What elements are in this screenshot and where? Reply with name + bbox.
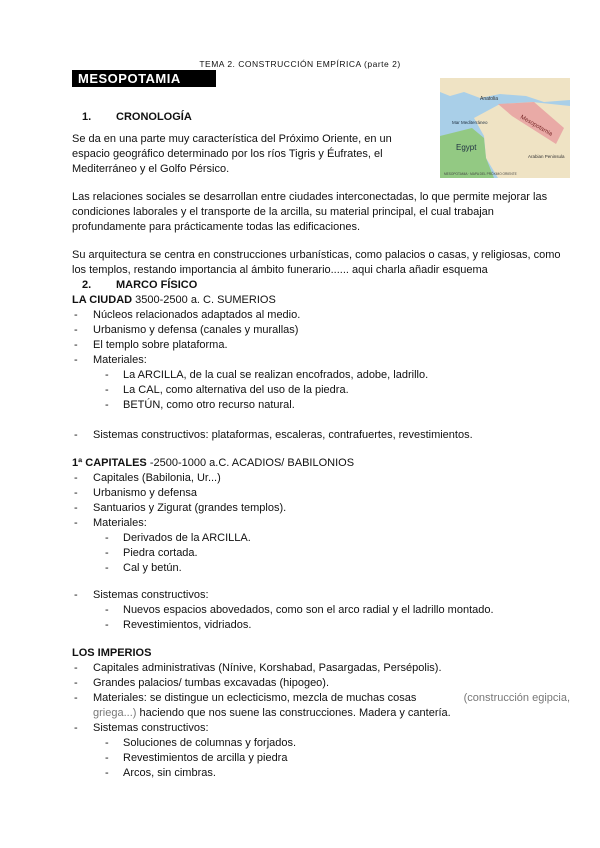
sub-list-item: Derivados de la ARCILLA. <box>123 532 251 544</box>
bullet-dash: - <box>105 369 109 381</box>
section-banner: MESOPOTAMIA <box>72 70 216 87</box>
bullet-dash: - <box>74 677 78 689</box>
subsection-ciudad-heading: LA CIUDAD 3500-2500 a. C. SUMERIOS <box>72 294 276 306</box>
list-item: Materiales: <box>93 354 147 366</box>
paragraph-line: Su arquitectura se centra en construcciones urbanísticas, como palacios o casas, y religiosas, como <box>72 249 561 261</box>
sub-list-item: Piedra cortada. <box>123 547 198 559</box>
materiales-text: Materiales: se distingue un eclecticismo, mezcla de muchas cosas <box>93 692 417 704</box>
section-2-heading: 2. MARCO FÍSICO <box>82 279 198 291</box>
bullet-dash: - <box>74 487 78 499</box>
sub-list-item: La ARCILLA, de la cual se realizan encofrados, adobe, ladrillo. <box>123 369 429 381</box>
list-item: El templo sobre plataforma. <box>93 339 228 351</box>
bullet-dash: - <box>105 532 109 544</box>
list-item: Urbanismo y defensa (canales y murallas) <box>93 324 299 336</box>
bullet-dash: - <box>105 604 109 616</box>
paragraph-line: espacio geográfico determinado por los ríos Tigris y Éufrates, el <box>72 148 383 160</box>
list-item: Urbanismo y defensa <box>93 487 197 499</box>
bullet-dash: - <box>74 339 78 351</box>
bullet-dash: - <box>74 429 78 441</box>
paragraph-line: Mediterráneo y el Golfo Pérsico. <box>72 163 230 175</box>
bullet-dash: - <box>105 752 109 764</box>
map-caption: MESOPOTAMIA · MAPA DEL PRÓXIMO ORIENTE <box>444 172 517 176</box>
bullet-dash: - <box>74 472 78 484</box>
subsection-imperios-heading: LOS IMPERIOS <box>72 647 152 659</box>
list-item: Grandes palacios/ tumbas excavadas (hipogeo). <box>93 677 330 689</box>
bullet-dash: - <box>105 562 109 574</box>
bullet-dash: - <box>105 767 109 779</box>
bullet-dash: - <box>74 662 78 674</box>
list-item: Santuarios y Zigurat (grandes templos). <box>93 502 287 514</box>
materiales-aside: (construcción egipcia, <box>463 692 570 704</box>
sub-list-item: BETÚN, como otro recurso natural. <box>123 399 295 411</box>
sub-list-item: La CAL, como alternativa del uso de la piedra. <box>123 384 349 396</box>
sub-list-item: Arcos, sin cimbras. <box>123 767 216 779</box>
list-item-continuation: griega...) haciendo que nos suene las construcciones. Madera y cantería. <box>93 707 451 719</box>
list-item: Capitales (Babilonia, Ur...) <box>93 472 221 484</box>
list-item: Sistemas constructivos: plataformas, escaleras, contrafuertes, revestimientos. <box>93 429 473 441</box>
paragraph-line: Las relaciones sociales se desarrollan entre ciudades interconectadas, lo que permite mejorar las <box>72 191 548 203</box>
bullet-dash: - <box>105 619 109 631</box>
list-item: Sistemas constructivos: <box>93 589 209 601</box>
list-item: Sistemas constructivos: <box>93 722 209 734</box>
list-item: Núcleos relacionados adaptados al medio. <box>93 309 301 321</box>
map-label-anatolia: Anatolia <box>480 96 499 102</box>
sub-list-item: Revestimientos de arcilla y piedra <box>123 752 288 764</box>
bullet-dash: - <box>74 502 78 514</box>
paragraph-line: condiciones laborales y el transporte de la arcilla, su material principal, el cual trabajan <box>72 206 494 218</box>
bullet-dash: - <box>74 589 78 601</box>
map-label-mesopotamia: Mesopotamia <box>519 114 554 138</box>
bullet-dash: - <box>105 737 109 749</box>
bullet-dash: - <box>105 547 109 559</box>
list-item-materiales <box>93 691 570 706</box>
bullet-dash: - <box>105 399 109 411</box>
sub-list-item: Nuevos espacios abovedados, como son el arco radial y el ladrillo montado. <box>123 604 494 616</box>
sub-list-item: Revestimientos, vidriados. <box>123 619 252 631</box>
map-label-egypt: Egypt <box>456 143 477 152</box>
list-item: Capitales administrativas (Nínive, Korshabad, Pasargadas, Persépolis). <box>93 662 442 674</box>
bullet-dash: - <box>74 722 78 734</box>
list-item: Materiales: <box>93 517 147 529</box>
map-label-arabia: Arabian Peninsula <box>528 154 565 159</box>
map-label-sea: Mar Mediterráneo <box>452 120 488 125</box>
paragraph-line: profundamente para prácticamente todas las edificaciones. <box>72 221 361 233</box>
bullet-dash: - <box>74 324 78 336</box>
bullet-dash: - <box>74 354 78 366</box>
map-image <box>440 78 570 178</box>
bullet-dash: - <box>105 384 109 396</box>
paragraph-line: Se da en una parte muy característica del Próximo Oriente, en un <box>72 133 392 145</box>
bullet-dash: - <box>74 309 78 321</box>
document-header: TEMA 2. CONSTRUCCIÓN EMPÍRICA (parte 2) <box>199 59 401 69</box>
paragraph-line: los templos, restando importancia al ámbito funerario...... aqui charla añadir esquema <box>72 264 488 276</box>
bullet-dash: - <box>74 517 78 529</box>
sub-list-item: Soluciones de columnas y forjados. <box>123 737 297 749</box>
section-1-heading: 1. CRONOLOGÍA <box>82 111 192 123</box>
sub-list-item: Cal y betún. <box>123 562 182 574</box>
bullet-dash: - <box>74 692 78 704</box>
subsection-capitales-heading: 1ª CAPITALES -2500-1000 a.C. ACADIOS/ BABILONIOS <box>72 457 355 469</box>
